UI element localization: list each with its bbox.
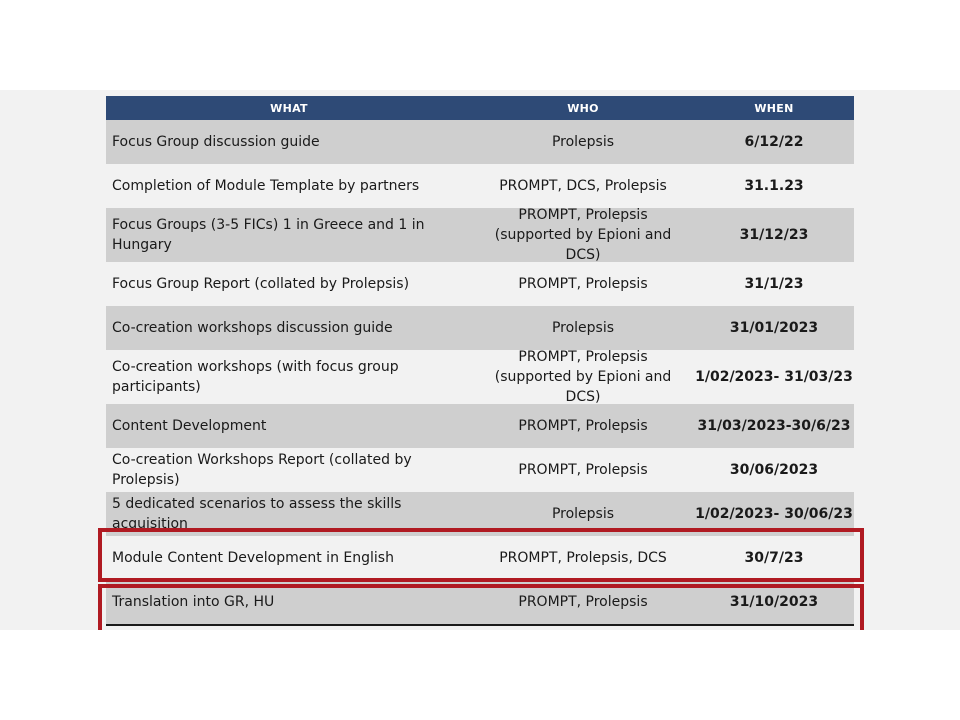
schedule-table — [106, 96, 854, 626]
table-row — [106, 580, 854, 624]
table-row — [106, 492, 854, 536]
cell-when: 31/1/23 — [744, 276, 804, 292]
table-row — [106, 306, 854, 350]
cell-who: PROMPT, Prolepsis — [518, 276, 648, 292]
table-row — [106, 404, 854, 448]
cell-what: Co-creation Workshops Report (collated by Prolepsis) — [112, 452, 412, 488]
cell-when: 31/12/23 — [739, 227, 809, 243]
header-what: WHAT — [270, 101, 308, 115]
cell-when: 31/10/2023 — [729, 594, 819, 610]
table-header — [106, 96, 854, 120]
cell-who: PROMPT, Prolepsis — [518, 462, 648, 478]
header-when: WHEN — [754, 101, 794, 115]
cell-who: Prolepsis — [551, 320, 615, 336]
cell-when: 1/02/2023- 31/03/23 — [695, 369, 853, 385]
cell-who: PROMPT, Prolepsis (supported by Epioni and DCS) — [494, 349, 672, 405]
cell-what: Translation into GR, HU — [112, 594, 275, 610]
cell-who: Prolepsis — [551, 506, 615, 522]
cell-who: PROMPT, Prolepsis — [518, 418, 648, 434]
cell-what: Focus Group Report (collated by Prolepsis) — [112, 276, 410, 292]
table-row — [106, 120, 854, 164]
cell-who: PROMPT, Prolepsis — [518, 594, 648, 610]
table-row — [106, 350, 854, 404]
cell-who: PROMPT, DCS, Prolepsis — [499, 178, 667, 194]
cell-when: 1/02/2023- 30/06/23 — [695, 506, 853, 522]
table-row — [106, 262, 854, 306]
cell-what: Completion of Module Template by partners — [112, 178, 420, 194]
cell-what: Module Content Development in English — [112, 550, 394, 566]
cell-what: Focus Group discussion guide — [112, 134, 320, 150]
cell-what: Content Development — [112, 418, 267, 434]
slide — [0, 90, 960, 630]
cell-what: Co-creation workshops discussion guide — [112, 320, 393, 336]
cell-who: PROMPT, Prolepsis, DCS — [499, 550, 667, 566]
cell-who: Prolepsis — [551, 134, 615, 150]
cell-when: 30/06/2023 — [729, 462, 819, 478]
cell-when: 6/12/22 — [744, 134, 804, 150]
cell-who: PROMPT, Prolepsis (supported by Epioni and DCS) — [494, 207, 672, 263]
cell-what: 5 dedicated scenarios to assess the skills acquisition — [112, 496, 402, 532]
cell-when: 31.1.23 — [744, 178, 804, 194]
table-row — [106, 448, 854, 492]
table-row — [106, 536, 854, 580]
cell-when: 31/03/2023-30/6/23 — [697, 418, 851, 434]
table-row — [106, 164, 854, 208]
table-row — [106, 208, 854, 262]
cell-when: 31/01/2023 — [729, 320, 819, 336]
cell-what: Focus Groups (3-5 FICs) 1 in Greece and 1 in Hungary — [112, 217, 425, 253]
cell-when: 30/7/23 — [744, 550, 804, 566]
header-who: WHO — [567, 101, 599, 115]
cell-what: Co-creation workshops (with focus group participants) — [112, 359, 399, 395]
